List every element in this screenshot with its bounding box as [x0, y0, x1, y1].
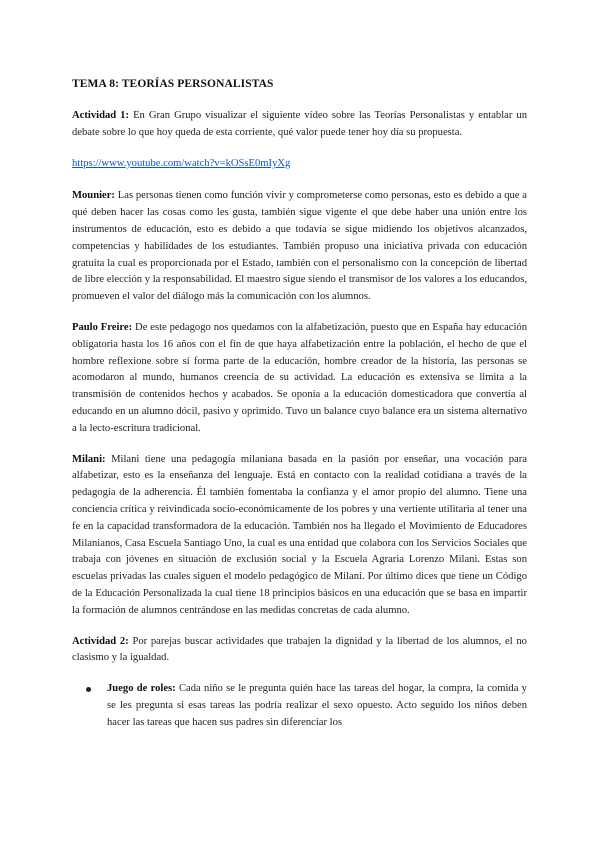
- document-page: [72, 78, 527, 732]
- bullet-icon: [86, 687, 91, 692]
- list-item-text: Cada niño se le pregunta quién hace las tareas del hogar, la compra, la comida y se les pregunta si esas tareas las podría realizar el sexo opuesto. Acto seguido los niños deben hacer las tareas que hacen sus padres sin diferenciar los: [107, 683, 527, 728]
- mounier-paragraph: [72, 188, 527, 306]
- mounier-label: Mounier:: [72, 190, 115, 202]
- mounier-text: Las personas tienen como función vivir y comprometerse como personas, esto es debido a que a qué deben hacer las cosas como les gusta, también sigue vigente el que debe haber una unión entre los instrumentos de educación, esto es debido a que todavía se sigue midiendo los objetivos alcanzados, competencias y habilidades de los estudiantes. También propuso una iniciativa privada con educación gratuita la cual es proporcionada por el Estado, también con el personalismo con la concepción de libertad de libre elección y la responsabilidad. El maestro sigue siendo el transmisor de los valores a los educandos, promueven el valor del diálogo más la comunicación con los alumnos.: [72, 190, 527, 303]
- video-link-paragraph: [72, 156, 527, 173]
- milani-paragraph: [72, 452, 527, 620]
- activities-list: [72, 681, 527, 731]
- activity-2-label: Actividad 2:: [72, 635, 129, 647]
- freire-paragraph: [72, 320, 527, 438]
- document-title: TEMA 8: TEORÍAS PERSONALISTAS: [72, 78, 274, 90]
- freire-text: De este pedagogo nos quedamos con la alfabetización, puesto que en España hay educación obligatoria hasta los 16 años con el fin de que haya alfabetización entre la población, el hecho de que el hombre reflexione sobre sí forma parte de la educación, hombre creador de la historia, las personas se acomodaron al mundo, humanos creencia de su actividad. La educación es extensiva se limita a la transmisión de contenidos hechos y acabados. Se oponía a la educación domesticadora que convertía al educando en un alumno dócil, pasivo y oprimido. Tuvo un balance cuyo balance era un sistema alternativo a la lecto-escritura tradicional.: [72, 321, 527, 434]
- activity-1-paragraph: [72, 108, 527, 142]
- activity-2-text: Por parejas buscar actividades que trabajen la dignidad y la libertad de los alumnos, el no clasismo y la igualdad.: [72, 635, 527, 664]
- list-item-label: Juego de roles:: [107, 683, 176, 695]
- list-item: [72, 681, 527, 731]
- milani-text: Milani tiene una pedagogía milaniana basada en la pasión por enseñar, una vocación para alfabetizar, esto es la enseñanza del lenguaje. Está en contacto con la realidad cotidiana a través de la pedagogía de la adherencia. Él también fomentaba la confianza y el amor propio del alumno. Tiene una conciencia crítica y reivindicada socio-económicamente de los pobres y una vertiente utilitaria al tener una fe en la capacidad transformadora de la educación. También nos ha llegado el Movimiento de Educadores Milanianos, Casa Escuela Santiago Uno, la cual es una entidad que colabora con los Servicios Sociales que trabaja con jóvenes en situación de exclusión social y la Escuela Agraria Lorenzo Milani. Estas son escuelas privadas las cuales siguen el modelo pedagógico de Milani. Por último dices que tiene un Código de la Educación Personalizada la cual tiene 18 principios básicos en una educación que se basa en impartir la formación de alumnos centrándose en las medidas concretas de cada alumno.: [72, 453, 527, 616]
- activity-1-label: Actividad 1:: [72, 110, 130, 121]
- freire-label: Paulo Freire:: [72, 321, 133, 333]
- milani-label: Milani:: [72, 453, 106, 465]
- activity-2-paragraph: [72, 634, 527, 668]
- activity-1-text: En Gran Grupo visualizar el siguiente vídeo sobre las Teorías Personalistas y entablar un debate sobre lo que hoy queda de esta corriente, qué valor puede tener hoy día su propuesta.: [72, 110, 527, 138]
- youtube-video-link[interactable]: https://www.youtube.com/watch?v=kOSsE0mIyXg: [72, 157, 291, 169]
